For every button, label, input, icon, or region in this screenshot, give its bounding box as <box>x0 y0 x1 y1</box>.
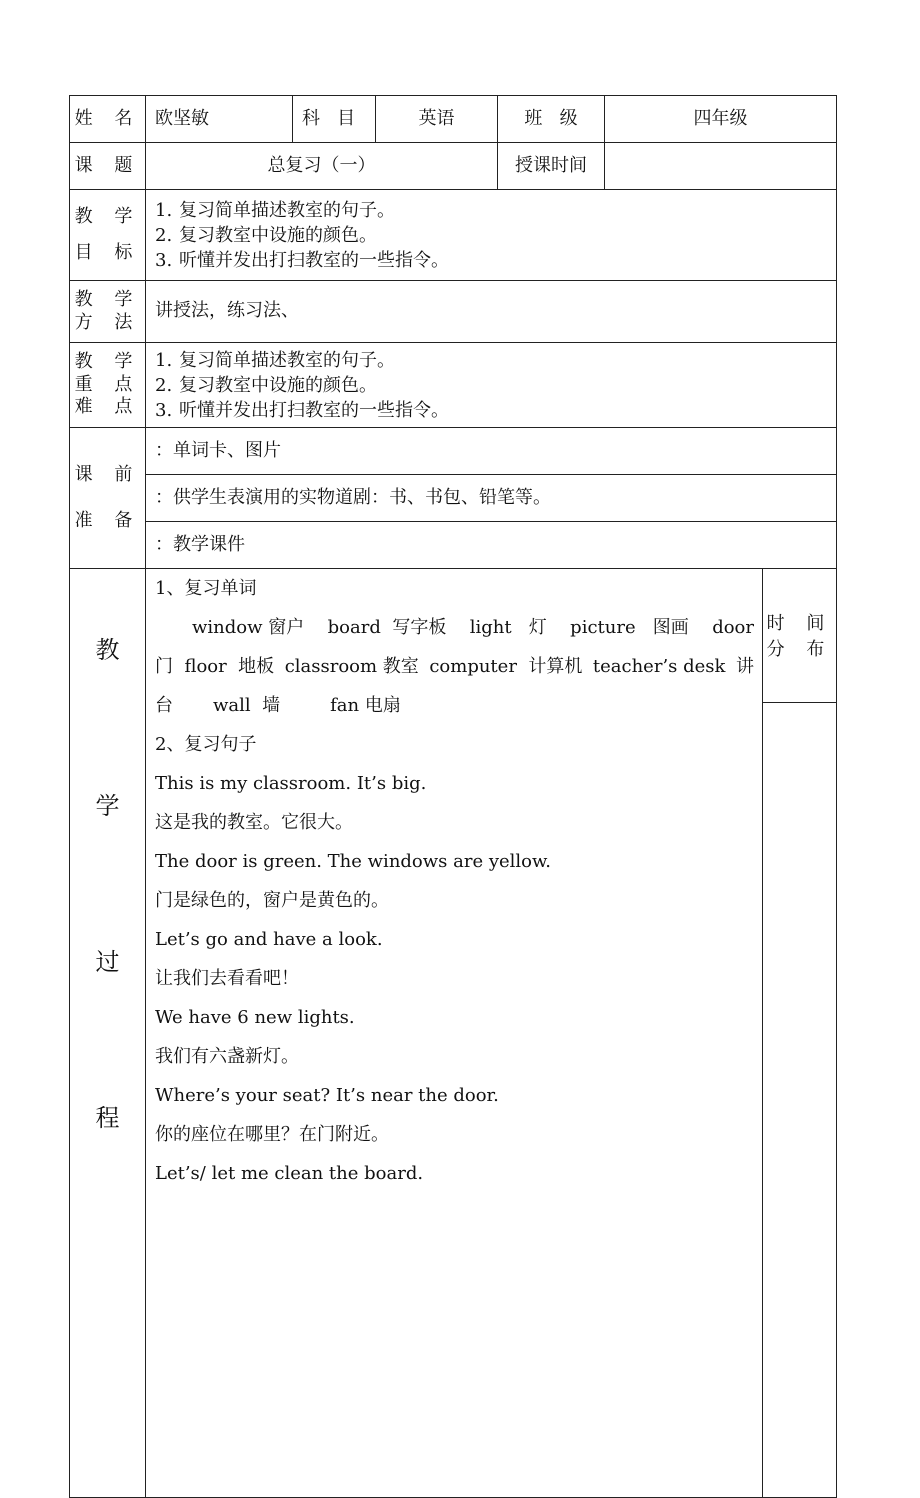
method-row <box>70 281 837 343</box>
focus-row <box>70 343 837 428</box>
method-label: 教 学 方 法 <box>70 281 146 343</box>
topic-label: 课 题 <box>70 143 146 190</box>
goals-label <box>70 190 146 281</box>
vocab-word: 讲 <box>735 656 754 677</box>
focus-content <box>146 343 837 428</box>
vocab-word: classroom 教室 <box>284 656 419 677</box>
section-title: 2、复习句子 <box>155 734 257 755</box>
vocab-word: computer 计算机 <box>429 656 583 677</box>
vocab-word: 台 <box>155 695 173 716</box>
name-label: 姓 名 <box>70 96 146 143</box>
subject-value: 英语 <box>376 96 498 143</box>
sentence: 我们有六盏新灯。 <box>155 1046 299 1067</box>
goals-label-bottom: 目 标 <box>74 242 141 263</box>
class-value: 四年级 <box>605 96 837 143</box>
sentence: 你的座位在哪里？在门附近。 <box>155 1124 389 1145</box>
header-row <box>70 96 837 143</box>
sentence: Let’s/ let me clean the board. <box>155 1163 424 1184</box>
topic-value: 总复习（一） <box>146 143 498 190</box>
process-label <box>70 569 146 1498</box>
focus-item: 3. 听懂并发出打扫教室的一些指令。 <box>155 399 449 421</box>
vocab-word: board 写字板 <box>327 617 447 638</box>
prep-item: ：单词卡、图片 <box>146 428 837 475</box>
sentence: The door is green. The windows are yellow. <box>155 851 552 872</box>
sentence: Where’s your seat? It’s near the door. <box>155 1085 499 1106</box>
time-distribution <box>763 569 837 1498</box>
sentence: 这是我的教室。它很大。 <box>155 812 353 833</box>
goals-content <box>146 190 837 281</box>
prep-item: ：教学课件 <box>146 522 837 569</box>
vocab-word: window 窗户 <box>192 617 305 638</box>
sentence: 让我们去看看吧！ <box>155 968 299 989</box>
class-label: 班 级 <box>498 96 605 143</box>
focus-item: 2. 复习教室中设施的颜色。 <box>155 374 377 396</box>
vocab-word: door <box>712 617 754 638</box>
focus-item: 1. 复习简单描述教室的句子。 <box>155 349 395 371</box>
vocab-line <box>155 656 754 679</box>
sentence: We have 6 new lights. <box>155 1007 355 1028</box>
vocab-line <box>155 617 754 640</box>
class-time-value <box>605 143 837 190</box>
vocab-word: fan 电扇 <box>330 695 401 716</box>
name-value: 欧坚敏 <box>146 96 293 143</box>
prep-row <box>70 428 837 475</box>
lesson-plan-table <box>69 95 837 1498</box>
goal-item: 3. 听懂并发出打扫教室的一些指令。 <box>155 249 449 271</box>
prep-item: ：供学生表演用的实物道剧：书、书包、铅笔等。 <box>146 475 837 522</box>
prep-row <box>70 522 837 569</box>
class-time-label: 授课时间 <box>498 143 605 190</box>
time-distribution-label: 时 间 分 布 <box>766 613 833 660</box>
prep-label: 课 前 准 备 <box>70 428 146 569</box>
prep-row <box>70 475 837 522</box>
focus-label: 教 学 重 点 难 点 <box>70 343 146 428</box>
vocab-word: teacher’s desk <box>592 656 726 677</box>
goals-label-top: 教 学 <box>74 205 141 227</box>
sentence: This is my classroom. It’s big. <box>155 773 427 794</box>
topic-row <box>70 143 837 190</box>
process-label-char: 学 <box>95 792 120 820</box>
vocab-word: picture 图画 <box>570 617 689 638</box>
goal-item: 2. 复习教室中设施的颜色。 <box>155 224 377 246</box>
vocab-word: light 灯 <box>469 617 547 638</box>
vocab-word: wall 墙 <box>213 695 281 716</box>
goals-row <box>70 190 837 281</box>
goal-item: 1. 复习简单描述教室的句子。 <box>155 199 395 221</box>
process-row <box>70 569 837 1498</box>
method-value: 讲授法，练习法、 <box>146 281 837 343</box>
process-label-char: 程 <box>95 1104 120 1132</box>
process-content <box>146 569 763 1498</box>
vocab-word: 门 floor 地板 <box>155 656 275 677</box>
sentence: 门是绿色的，窗户是黄色的。 <box>155 890 389 911</box>
vocab-line <box>155 695 401 718</box>
subject-label: 科 目 <box>293 96 376 143</box>
section-title: 1、复习单词 <box>155 578 257 599</box>
process-label-char: 教 <box>95 636 120 664</box>
process-label-char: 过 <box>95 948 120 976</box>
sentence: Let’s go and have a look. <box>155 929 383 950</box>
